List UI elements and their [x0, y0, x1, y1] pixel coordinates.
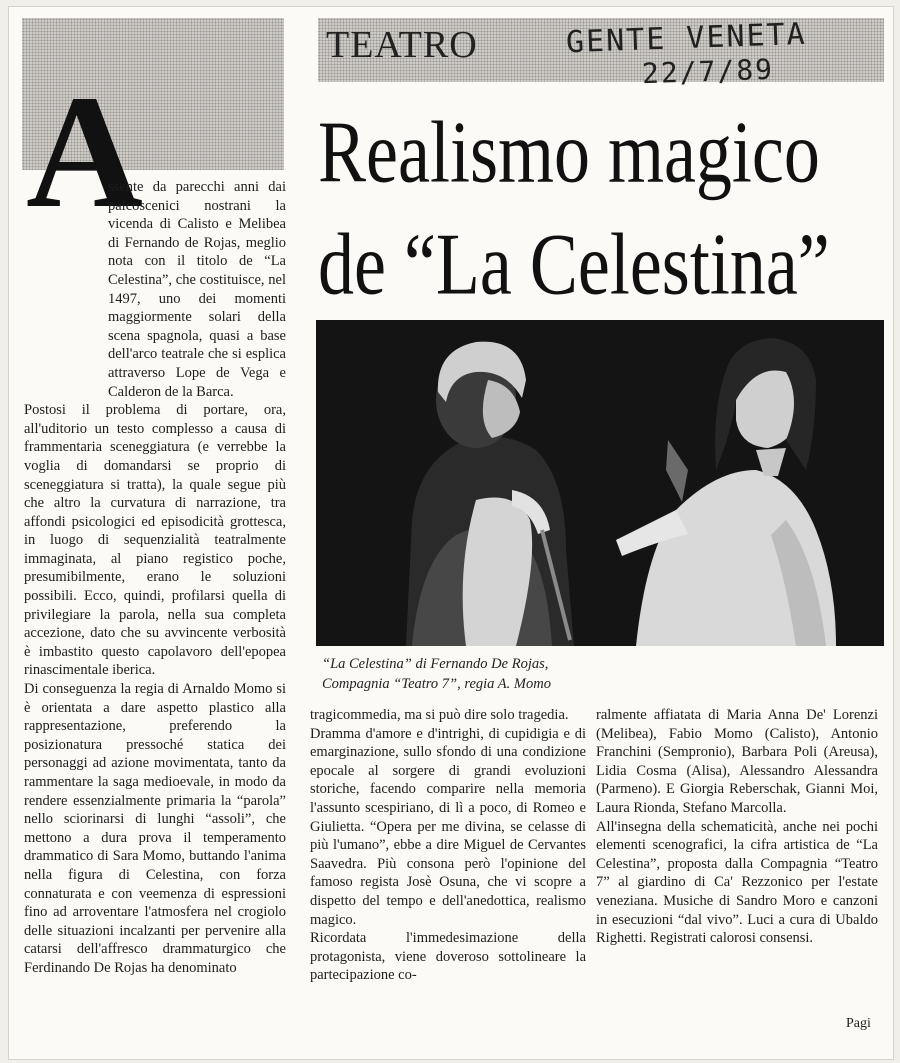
headline: [318, 96, 888, 320]
drop-cap: A: [26, 63, 143, 242]
article-paragraph: ralmente affiatata di Maria Anna De' Lorenzi (Melibea), Fabio Momo (Calisto), Antonio Franchini (Sempronio), Barbara Poli (Areusa), Lidia Cosma (Alisa), Alessandro Alessandra (Parmeno). E Giorgia Reberschak, Gianni Moi, Laura Rionda, Stefano Marcolla.: [596, 707, 878, 816]
article-paragraph: Di conseguenza la regia di Arnaldo Momo si è orientata a dare aspetto plastico alla rappresentazione, preferendo la posizionatura pressoché statica dei personaggi ad azione movimentata, tanto da rammentare la saga medioevale, in modo da rendere essenzialmente primaria la “parola” nello sciorinarsi di lunghi “assoli”, che mettono a dura prova il temperamento drammatico di Sara Momo, buttando l'anima nella figura di Celestina, con forza connaturata e con veemenza di espressioni fino ad arroventare l'atmosfera nel crogiolo delle situazioni incalzanti per pervenire alla catarsi dell'affresco drammaturgico che Ferdinando De Rojas ha denominato: [24, 681, 286, 976]
section-label: TEATRO: [326, 24, 478, 66]
article-column-1: [24, 178, 286, 1038]
article-column-3: [596, 706, 878, 1026]
article-paragraph: ssente da parecchi anni dai palcoscenici nostrani la vicenda di Calisto e Melibea di Fernando de Rojas, meglio nota con il titolo de “La Celestina”, che costituisce, nel 1497, uno dei momenti maggiormente solari della scena spagnola, quasi a base dell'arco teatrale che si esplica attraverso Lope de Vega e Calderon de la Barca.: [108, 179, 286, 400]
article-paragraph: Ricordata l'immedesimazione della protagonista, viene doveroso sottolineare la partecipazione co-: [310, 930, 586, 984]
handwritten-date: 22/7/89: [641, 52, 775, 91]
article-column-2: [310, 706, 586, 1038]
article-paragraph: All'insegna della schematicità, anche nei pochi elementi scenografici, la cifra artistica de “La Celestina”, proposta dalla Compagnia “Teatro 7” al giardino di Ca' Rezzonico per l'estate veneziana. Musiche di Sandro Moro e canzoni in esecuzioni “dal vivo”. Luci a cura di Ubaldo Righetti. Registrati calorosi consensi.: [596, 818, 878, 947]
photo-caption-line: Compagnia “Teatro 7”, regia A. Momo: [322, 676, 551, 692]
article-paragraph: Postosi il problema di portare, ora, all'uditorio un testo complesso a causa di frammentaria sceneggiatura (e verrebbe la voglia di domandarsi se proprio di sceneggiatura si tratta), la quale segue più che altro la curvatura di narrazione, tra affondi psicologici ed episodicità grottesca, in luogo di sequenzialità teatralmente immaginata, al piano registico poche, presumibilmente, erano le soluzioni possibili. Ecco, quindi, profilarsi quella di privilegiare la parola, nella sua completa accezione, dato che su avvincente verbosità è imbastito questo capolavoro dell'epopea rinascimentale iberica.: [24, 402, 286, 679]
photo-caption: [322, 654, 742, 694]
headline-line-2: de “La Celestina”: [318, 215, 830, 314]
stage-photo: [316, 320, 884, 646]
author-signature: Pagi: [846, 1016, 871, 1031]
stage-photo-image: [316, 320, 884, 646]
article-paragraph: tragicommedia, ma si può dire solo tragedia.: [310, 707, 569, 723]
photo-caption-line: “La Celestina” di Fernando De Rojas,: [322, 656, 549, 672]
handwritten-source: GENTE VENETA: [565, 16, 808, 61]
headline-line-1: Realismo magico: [318, 103, 820, 201]
article-paragraph: Dramma d'amore e d'intrighi, di cupidigia e di emarginazione, sullo sfondo di una condizione epocale al sorgere di grandi evoluzioni storiche, facendo comparire nella memoria l'assunto scespiriano, di lì a poco, di Romeo e Giulietta. “Opera per me divina, se celasse di più l'umano”, ebbe a dire Miguel de Cervantes Saavedra. Più consona però l'opinione del famoso regista Josè Osuna, che vi scopre a dispetto del tempo e dell'anedottica, realismo magico.: [310, 725, 586, 928]
